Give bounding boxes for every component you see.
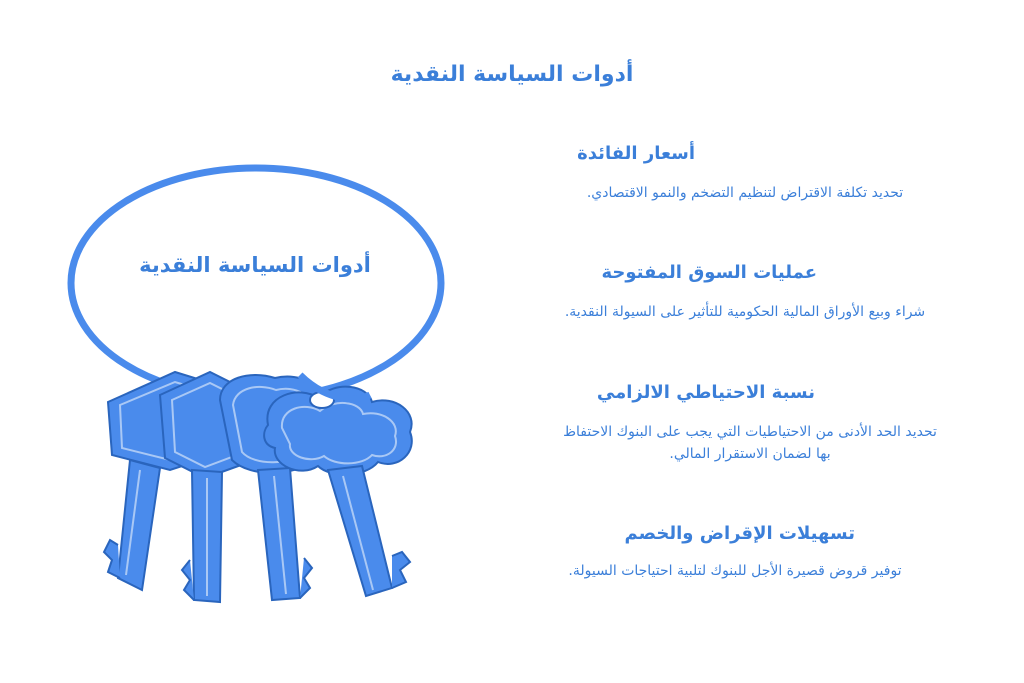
tool-heading: نسبة الاحتياطي الالزامي <box>596 382 815 403</box>
keyring-illustration <box>0 0 480 683</box>
tool-item-lending-facilities <box>555 523 915 582</box>
tool-heading: أسعار الفائدة <box>577 143 695 164</box>
page-title: أدوات السياسة النقدية <box>390 62 634 87</box>
tool-item-open-market <box>555 262 935 323</box>
tool-item-interest-rates <box>555 143 935 204</box>
tool-item-reserve-ratio <box>555 382 945 465</box>
tool-heading: تسهيلات الإقراض والخصم <box>624 523 855 544</box>
tool-description: توفير قروض قصيرة الأجل للبنوك لتلبية احتياجات السيولة. <box>568 563 902 579</box>
tool-description: تحديد تكلفة الاقتراض لتنظيم التضخم والنمو الاقتصادي. <box>586 185 904 201</box>
tool-description: تحديد الحد الأدنى من الاحتياطيات التي يجب على البنوك الاحتفاظ بها لضمان الاستقرار المالي. <box>563 424 937 462</box>
tool-heading: عمليات السوق المفتوحة <box>601 262 817 283</box>
key-ring <box>71 168 441 398</box>
tool-description: شراء وبيع الأوراق المالية الحكومية للتأثير على السيولة النقدية. <box>564 304 926 320</box>
ring-label: أدوات السياسة النقدية <box>139 253 371 277</box>
